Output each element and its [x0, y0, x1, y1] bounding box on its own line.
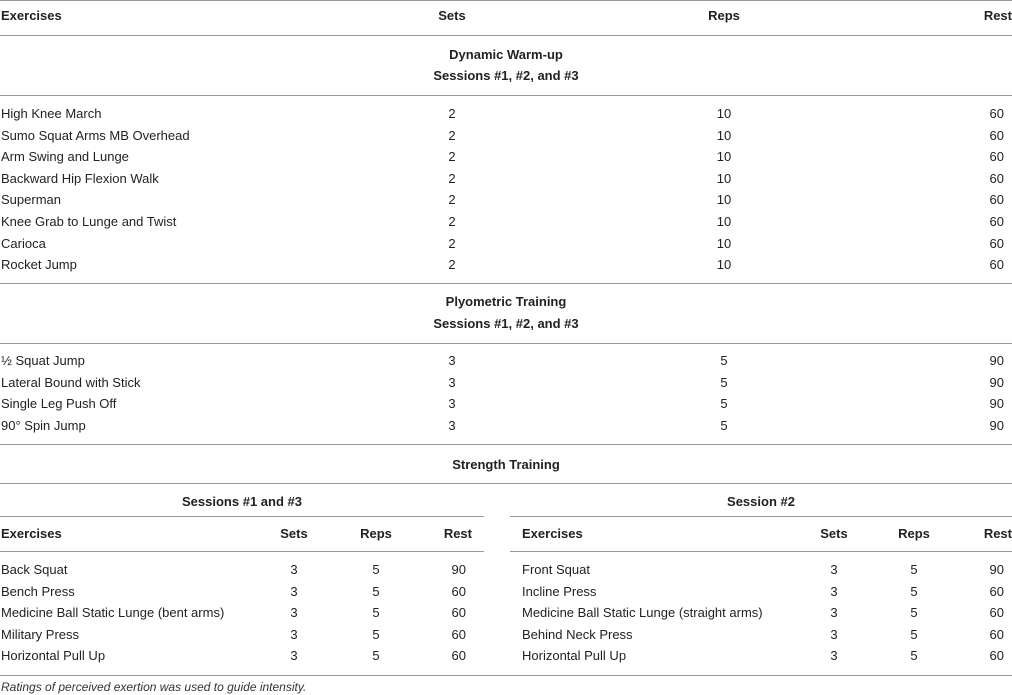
header-sets: Sets — [438, 8, 466, 23]
cell-reps: 10 — [716, 149, 732, 165]
cell-rest: 90 — [989, 562, 1004, 577]
cell-exercise: Military Press — [1, 626, 80, 642]
left-header-reps: Reps — [360, 526, 392, 541]
cell-reps: 10 — [716, 192, 732, 208]
cell-reps: 10 — [716, 257, 732, 273]
cell-rest: 60 — [451, 648, 466, 663]
cell-rest: 60 — [989, 605, 1004, 620]
cell-exercise: Horizontal Pull Up — [1, 648, 106, 663]
strength-right-rule — [510, 516, 1012, 517]
header-exercises: Exercises — [1, 8, 62, 23]
header-rest: Rest — [983, 8, 1012, 23]
strength-left-title: Sessions #1 and #3 — [182, 494, 302, 509]
strength-right-header-rule — [510, 551, 1012, 552]
cell-rest: 60 — [989, 648, 1004, 663]
cell-exercise: Back Squat — [1, 562, 68, 577]
cell-exercise: Superman — [1, 192, 61, 208]
plyo-title: Plyometric Training — [445, 294, 567, 309]
cell-rest: 60 — [451, 605, 466, 620]
cell-reps: 10 — [716, 127, 732, 143]
cell-rest: 60 — [989, 106, 1004, 121]
warmup-sessions: Sessions #1, #2, and #3 — [433, 68, 579, 83]
cell-sets: 3 — [290, 626, 298, 642]
cell-sets: 2 — [448, 170, 456, 186]
cell-sets: 3 — [448, 374, 456, 390]
right-header-sets: Sets — [820, 526, 848, 541]
cell-exercise: Arm Swing and Lunge — [1, 149, 129, 165]
cell-exercise: Carioca — [1, 235, 46, 251]
cell-reps: 10 — [716, 214, 732, 229]
cell-sets: 3 — [290, 562, 298, 577]
cell-exercise: Knee Grab to Lunge and Twist — [1, 214, 177, 229]
strength-title: Strength Training — [452, 457, 560, 472]
warmup-title: Dynamic Warm-up — [449, 47, 563, 62]
cell-rest: 60 — [989, 257, 1004, 273]
cell-exercise: Front Squat — [522, 562, 590, 577]
right-header-reps: Reps — [898, 526, 930, 541]
cell-reps: 10 — [716, 106, 732, 121]
cell-reps: 10 — [716, 235, 732, 251]
cell-sets: 3 — [830, 648, 838, 663]
right-header-rest: Rest — [983, 526, 1012, 541]
cell-sets: 2 — [448, 192, 456, 208]
cell-reps: 5 — [720, 353, 728, 368]
cell-exercise: Rocket Jump — [1, 257, 77, 273]
cell-reps: 5 — [720, 396, 728, 412]
cell-rest: 60 — [989, 626, 1004, 642]
cell-reps: 5 — [372, 626, 380, 642]
warmup-rule — [0, 95, 1012, 96]
cell-exercise: Horizontal Pull Up — [522, 648, 627, 663]
plyo-sessions: Sessions #1, #2, and #3 — [433, 316, 579, 331]
cell-reps: 10 — [716, 170, 732, 186]
left-header-exercises: Exercises — [1, 526, 62, 541]
cell-reps: 5 — [372, 605, 380, 620]
cell-exercise: Sumo Squat Arms MB Overhead — [1, 127, 190, 143]
cell-exercise: Bench Press — [1, 583, 75, 599]
left-header-rest: Rest — [443, 526, 472, 541]
cell-sets: 2 — [448, 235, 456, 251]
cell-reps: 5 — [910, 562, 918, 577]
cell-rest: 90 — [989, 396, 1004, 412]
plyo-end-rule — [0, 444, 1012, 445]
cell-rest: 60 — [451, 626, 466, 642]
cell-reps: 5 — [910, 605, 918, 620]
cell-exercise: Incline Press — [522, 583, 597, 599]
cell-reps: 5 — [720, 374, 728, 390]
left-header-sets: Sets — [280, 526, 308, 541]
cell-rest: 60 — [989, 149, 1004, 165]
cell-rest: 90 — [989, 374, 1004, 390]
cell-sets: 3 — [830, 583, 838, 599]
cell-exercise: Lateral Bound with Stick — [1, 374, 141, 390]
header-rule — [0, 35, 1012, 36]
cell-sets: 2 — [448, 149, 456, 165]
cell-sets: 2 — [448, 106, 456, 121]
cell-reps: 5 — [372, 583, 380, 599]
warmup-end-rule — [0, 283, 1012, 284]
plyo-rule — [0, 343, 1012, 344]
cell-reps: 5 — [720, 417, 728, 433]
cell-sets: 3 — [448, 353, 456, 368]
cell-reps: 5 — [910, 583, 918, 599]
strength-left-header-rule — [0, 551, 484, 552]
cell-sets: 3 — [290, 648, 298, 663]
cell-rest: 60 — [989, 192, 1004, 208]
cell-exercise: ½ Squat Jump — [1, 353, 85, 368]
footnote: Ratings of perceived exertion was used to guide intensity. — [1, 680, 307, 694]
cell-rest: 60 — [451, 583, 466, 599]
cell-sets: 2 — [448, 257, 456, 273]
cell-rest: 60 — [989, 170, 1004, 186]
cell-sets: 3 — [830, 626, 838, 642]
strength-rule — [0, 483, 1012, 484]
cell-exercise: Behind Neck Press — [522, 626, 633, 642]
cell-rest: 90 — [989, 417, 1004, 433]
strength-right-title: Session #2 — [727, 494, 795, 509]
cell-sets: 2 — [448, 214, 456, 229]
cell-rest: 60 — [989, 214, 1004, 229]
cell-rest: 60 — [989, 235, 1004, 251]
cell-sets: 2 — [448, 127, 456, 143]
cell-reps: 5 — [372, 562, 380, 577]
cell-exercise: Medicine Ball Static Lunge (straight arms) — [522, 605, 763, 620]
cell-sets: 3 — [830, 562, 838, 577]
cell-exercise: Medicine Ball Static Lunge (bent arms) — [1, 605, 225, 620]
cell-sets: 3 — [290, 583, 298, 599]
cell-rest: 90 — [989, 353, 1004, 368]
cell-sets: 3 — [830, 605, 838, 620]
cell-sets: 3 — [448, 396, 456, 412]
cell-rest: 60 — [989, 127, 1004, 143]
cell-exercise: 90° Spin Jump — [1, 417, 86, 433]
strength-left-rule — [0, 516, 484, 517]
cell-sets: 3 — [448, 417, 456, 433]
top-rule — [0, 0, 1012, 1]
cell-reps: 5 — [372, 648, 380, 663]
right-header-exercises: Exercises — [522, 526, 583, 541]
cell-exercise: Single Leg Push Off — [1, 396, 117, 412]
cell-exercise: Backward Hip Flexion Walk — [1, 170, 159, 186]
cell-sets: 3 — [290, 605, 298, 620]
cell-exercise: High Knee March — [1, 106, 102, 121]
cell-reps: 5 — [910, 626, 918, 642]
header-reps: Reps — [708, 8, 740, 23]
bottom-rule — [0, 675, 1012, 676]
cell-rest: 90 — [451, 562, 466, 577]
cell-rest: 60 — [989, 583, 1004, 599]
cell-reps: 5 — [910, 648, 918, 663]
